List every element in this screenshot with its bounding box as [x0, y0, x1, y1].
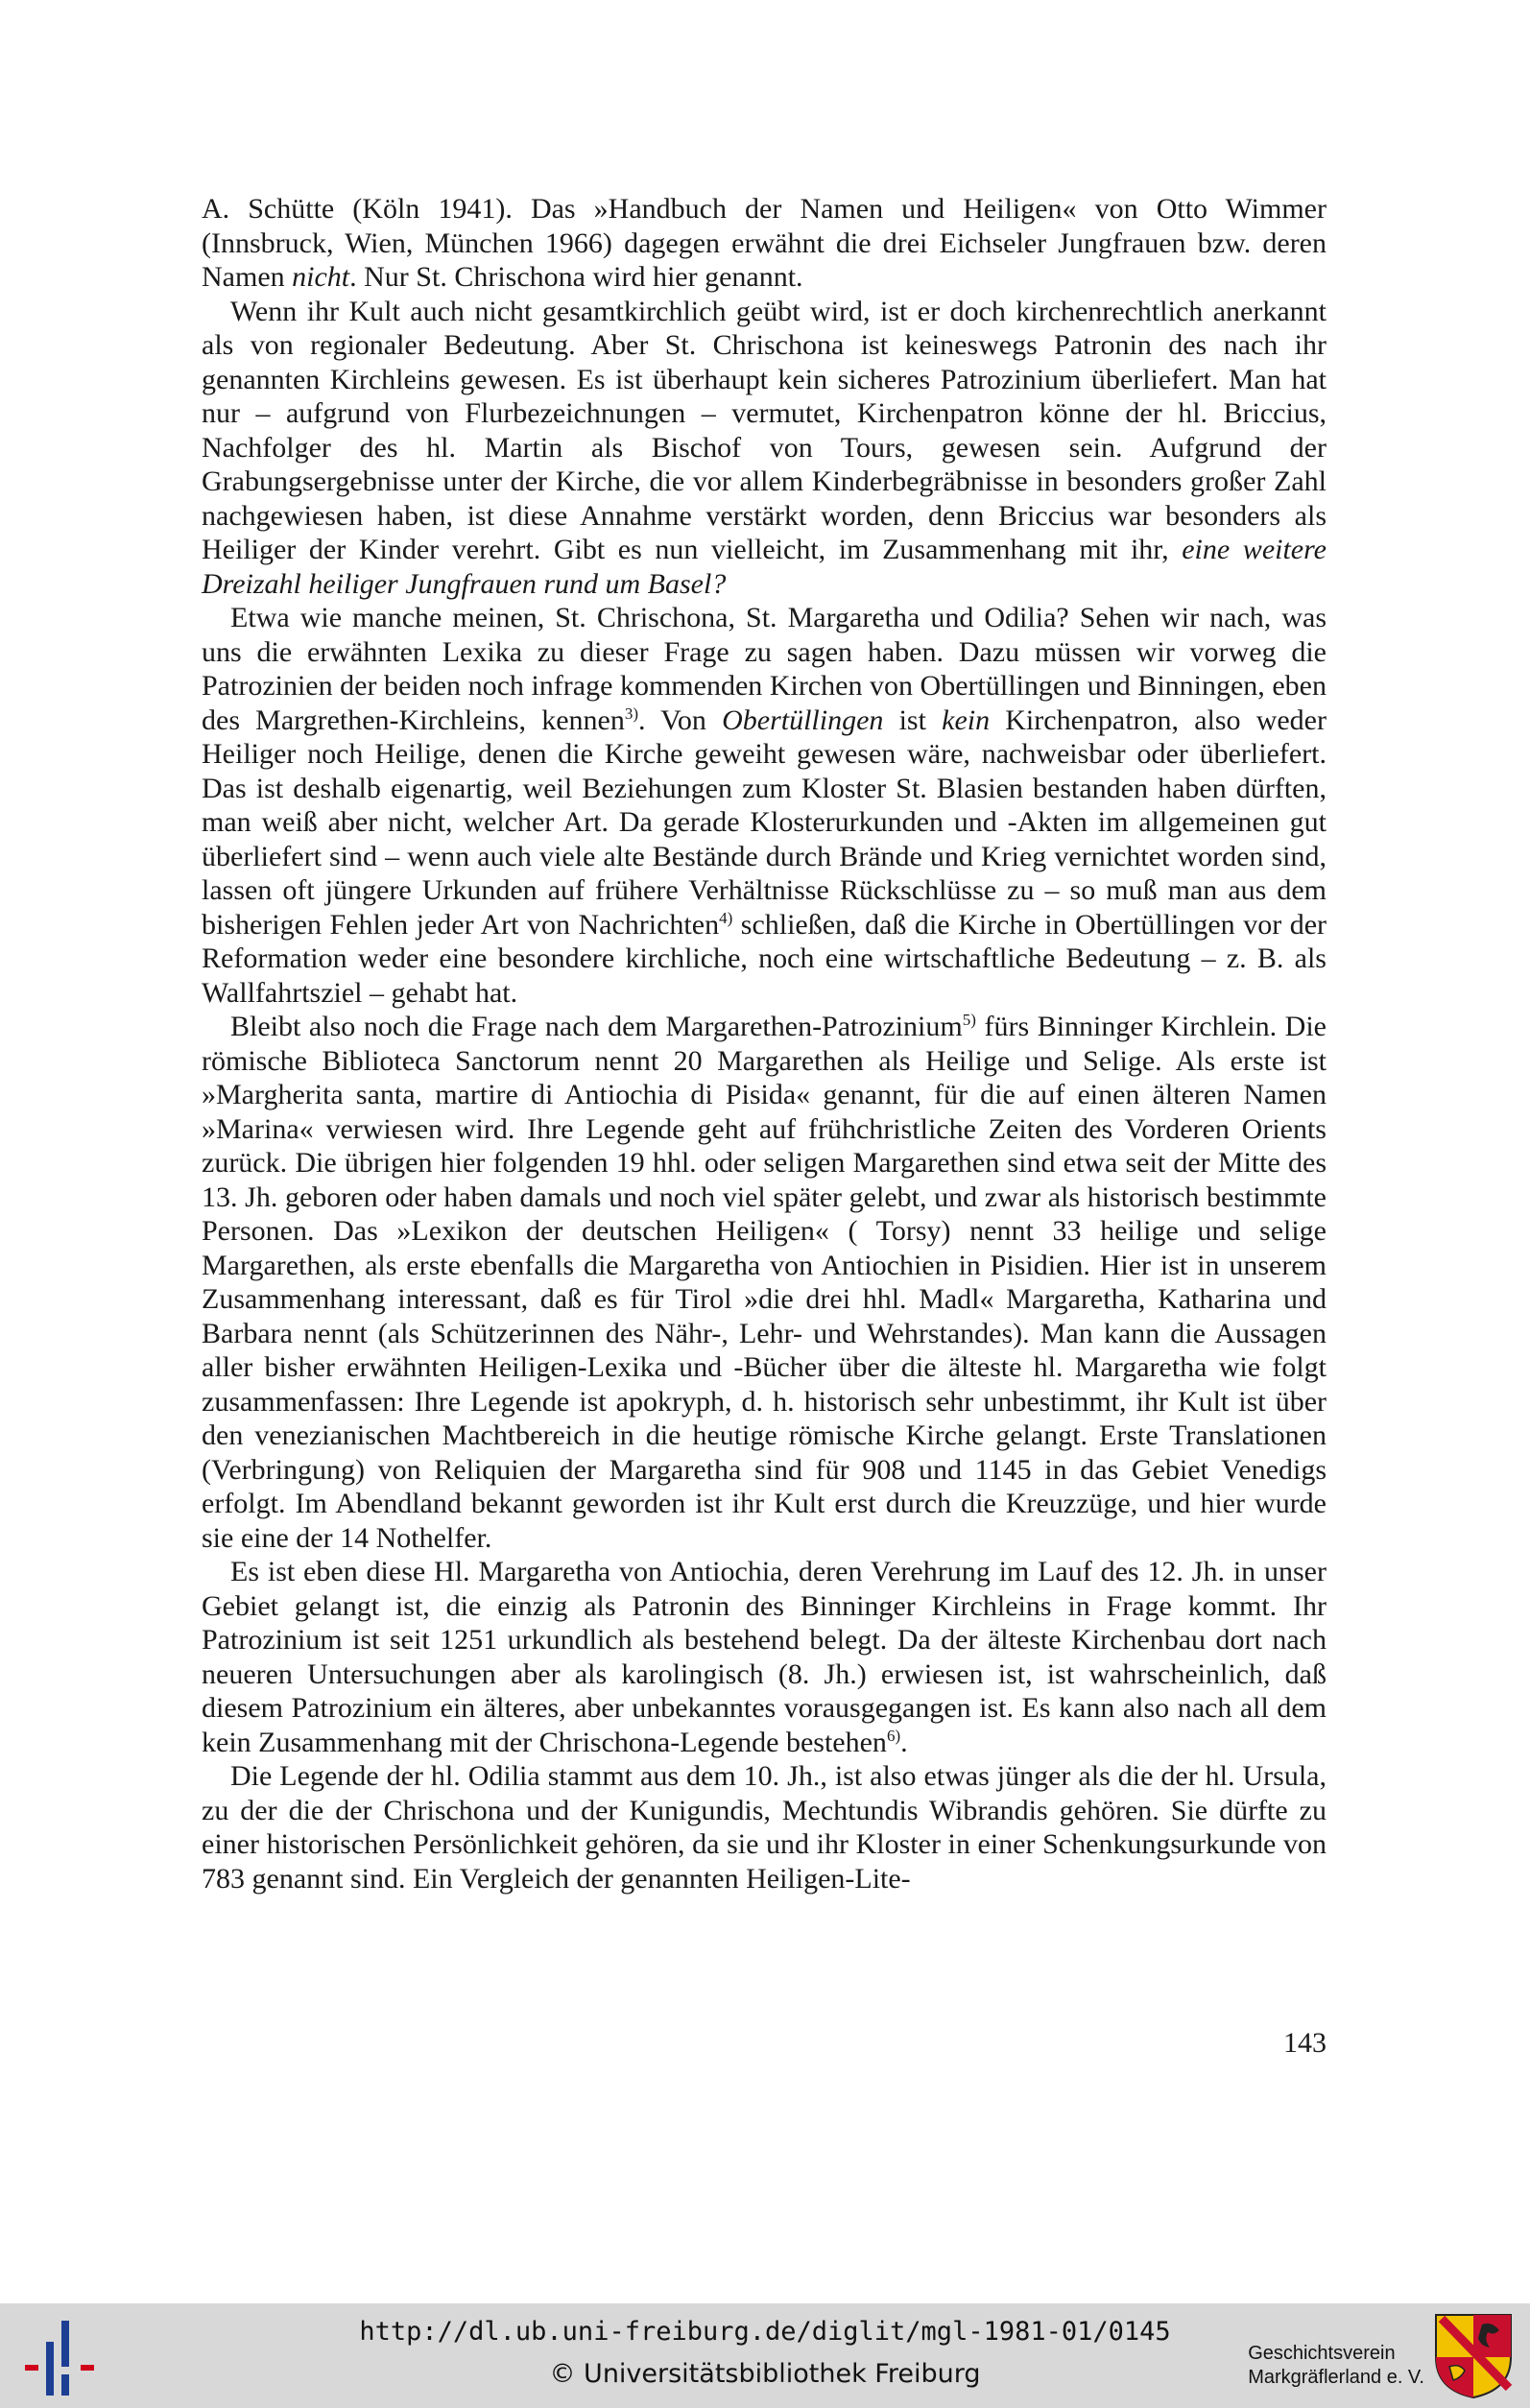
text-run: Etwa wie manche meinen, St. Chrischona, St. Margaretha und Odilia? Sehen wir nach, was uns die erwähnten Lexika zu dieser Frage zu sagen haben. Dazu müssen wir vorweg die Patrozinien der beiden noch infrage kommenden Kirchen von Obertüllingen und Binningen, eben des Margrethen-Kirchleins, kennen — [202, 602, 1327, 736]
paragraph — [202, 1555, 1327, 1759]
text-run: Wenn ihr Kult auch nicht gesamtkirchlich geübt wird, ist er doch kirchenrechtlich anerkannt als von regionaler Bedeutung. Aber St. Chrischona ist keineswegs Patronin des nach ihr genannten Kirchleins gewesen. Es ist überhaupt kein sicheres Patrozinium überliefert. Man hat nur – aufgrund von Flurbezeichnungen – vermutet, Kirchenpatron könne der hl. Briccius, Nachfolger des hl. Martin als Bischof von Tours, gewesen sein. Aufgrund der Grabungsergebnisse unter der Kirche, die vor allem Kinderbegräbnisse in besonders großer Zahl nachgewiesen haben, ist diese Annahme verstärkt worden, denn Briccius war besonders als Heiliger der Kinder verehrt. Gibt es nun vielleicht, im Zusammenhang mit ihr, — [202, 295, 1327, 565]
emphasis-text: nicht — [292, 261, 350, 293]
text-run: ist — [883, 703, 943, 736]
paragraph — [202, 192, 1327, 295]
society-name[interactable] — [1248, 2342, 1424, 2390]
text-run: . — [900, 1726, 908, 1758]
page-number: 143 — [1283, 2027, 1327, 2059]
society-name-line2: Markgräflerland e. V. — [1248, 2367, 1424, 2388]
society-name-line1: Geschichtsverein — [1248, 2343, 1396, 2364]
paragraph — [202, 1010, 1327, 1555]
emphasis-text: kein — [942, 703, 991, 736]
emphasis-text: eine weitere Dreizahl heiliger Jungfrauen rund um Basel? — [202, 534, 1327, 600]
text-run: . Von — [638, 703, 723, 736]
text-run: Es ist eben diese Hl. Margaretha von Antiochia, deren Verehrung im Lauf des 12. Jh. in unser Gebiet gelangt ist, die einzig als Patronin des Binninger Kirchleins in Frage kommt. Ihr Patrozinium ist seit 1251 urkundlich als bestehend belegt. Da der älteste Kirchenbau dort nach neueren Untersuchungen aber als karolingisch (8. Jh.) erwiesen ist, ist wahrscheinlich, daß diesem Patrozinium ein älteres, aber unbekanntes vorausgegangen ist. Es kann also nach all dem kein Zusammenhang mit der Chrischona-Legende bestehen — [202, 1556, 1327, 1758]
body-text — [202, 192, 1327, 1895]
paragraph — [202, 295, 1327, 602]
footnote-marker: 5) — [962, 1011, 976, 1029]
emphasis-text: Obertüllingen — [722, 703, 884, 736]
text-run: fürs Binninger Kirchlein. Die römische Biblioteca Sanctorum nennt 20 Margarethen als Heilige und Selige. Als erste ist »Margherita santa, martire di Antiochia di Pisida« genannt, für die auf einen älteren Namen »Marina« verwiesen wird. Ihre Legende geht auf frühchristliche Zeiten des Vorderen Orients zurück. Die übrigen hier folgenden 19 hhl. oder seligen Margarethen sind etwa seit der Mitte des 13. Jh. geboren oder haben damals und noch viel später gelebt, und zwar als historisch bestimmte Personen. Das »Lexikon der deutschen Heiligen« ( Torsy) nennt 33 heilige und selige Margarethen, als erste ebenfalls die Margaretha von Antiochien in Pisidien. Hier ist in unserem Zusammenhang interessant, daß es für Tirol »die drei hhl. Madl« Margaretha, Katharina und Barbara nennt (als Schützerinnen des Nähr-, Lehr- und Wehrstandes). Man kann die Aussagen aller bisher erwähnten Heiligen-Lexika und -Bücher über die älteste hl. Margaretha wie folgt zusammenfassen: Ihre Legende ist apokryph, d. h. historisch sehr unbestimmt, ihr Kult ist über den venezianischen Machtbereich in die heutige römische Kirche gelangt. Erste Translationen (Verbringung) von Reliquien der Margaretha sind für 908 und 1145 in das Gebiet Venedigs erfolgt. Im Abendland bekannt geworden ist ihr Kult erst durch die Kreuzzüge, und hier wurde sie eine der 14 Nothelfer. — [202, 1011, 1327, 1554]
footnote-marker: 6) — [886, 1726, 901, 1745]
text-run: . Nur St. Chrischona wird hier genannt. — [349, 261, 803, 293]
document-url-link[interactable]: http://dl.ub.uni-freiburg.de/diglit/mgl-1981-01/0145 — [359, 2317, 1171, 2347]
footnote-marker: 4) — [719, 908, 733, 927]
text-run: Bleibt also noch die Frage nach dem Margarethen-Patrozinium — [230, 1011, 963, 1042]
viewer-footer — [0, 2303, 1530, 2408]
coat-of-arms-icon[interactable] — [1432, 2311, 1515, 2401]
text-run: Die Legende der hl. Odilia stammt aus dem 10. Jh., ist also etwas jünger als die der hl. Ursula, zu der die der Chrischona und der Kunigundis, Mechtundis Wibrandis gehören. Sie dürfte zu einer historischen Persönlichkeit gehören, da sie und ihr Kloster in einer Schenkungsurkunde von 783 genannt sind. Ein Vergleich der genannten Heiligen-Lite- — [202, 1760, 1327, 1895]
text-run: Kirchenpatron, also weder Heiliger noch Heilige, denen die Kirche geweiht gewesen wäre, nachweisbar oder überliefert. Das ist deshalb eigenartig, weil Beziehungen zum Kloster St. Blasien bestanden haben dürften, man weiß aber nicht, welcher Art. Da gerade Klosterurkunden und -Akten im allgemeinen gut überliefert sind – wenn auch viele alte Bestände durch Brände und Krieg vernichtet worden sind, lassen oft jüngere Urkunden auf frühere Verhältnisse Rückschlüsse zu – so muß man aus dem bisherigen Fehlen jeder Art von Nachrichten — [202, 703, 1327, 941]
text-run: schließen, daß die Kirche in Obertüllingen vor der Reformation weder eine besondere kirchliche, noch eine wirtschaftliche Bedeutung – z. B. als Wallfahrtsziel – gehabt hat. — [202, 908, 1327, 1009]
footnote-marker: 3) — [624, 703, 638, 723]
copyright-notice: © Universitätsbibliothek Freiburg — [549, 2359, 981, 2389]
paragraph — [202, 601, 1327, 1010]
text-run: A. Schütte (Köln 1941). Das »Handbuch der Namen und Heiligen« von Otto Wimmer (Innsbruck, Wien, München 1966) dagegen erwähnt die drei Eichseler Jungfrauen bzw. deren Namen — [202, 193, 1327, 293]
paragraph — [202, 1759, 1327, 1895]
